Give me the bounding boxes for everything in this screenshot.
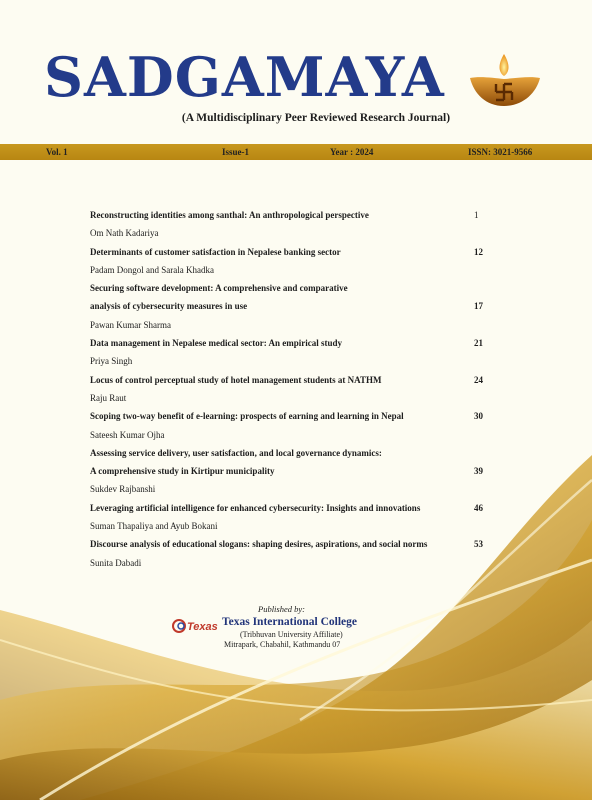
toc-entry-authors: Pawan Kumar Sharma [90,319,171,330]
diya-lamp-icon [466,52,542,112]
logo-text: Texas [187,621,218,633]
year-label: Year : 2024 [330,147,374,157]
toc-title-text: Leveraging artificial intelligence for enhanced cybersecurity: Insights and innovations [90,502,421,513]
toc-page-number: 53 [474,539,483,550]
toc-entry-title [90,334,490,352]
college-address: Mitrapark, Chabahil, Kathmandu 07 [224,640,341,649]
toc-page-number: 17 [474,301,483,312]
toc-title-text: Reconstructing identities among santhal: An anthropological perspective [90,210,369,220]
toc-entry-title [90,206,490,224]
toc-title-text: Assessing service delivery, user satisfaction, and local governance dynamics: [90,447,382,458]
toc-page-number: 30 [474,411,483,422]
table-of-contents [90,206,490,572]
toc-entry-title [90,535,490,553]
toc-title-text: Locus of control perceptual study of hotel management students at NATHM [90,374,382,385]
toc-entry-authors: Raju Raut [90,392,127,403]
toc-entry-authors: Priya Singh [90,356,133,367]
toc-title-text: Data management in Nepalese medical sector: An empirical study [90,338,342,349]
toc-entry-title [90,297,490,315]
issn-label: ISSN: 3021-9566 [468,147,533,157]
issue-band [0,144,592,160]
journal-title: SADGAMAYA [44,45,445,109]
college-name: Texas International College [222,616,358,628]
journal-subtitle: (A Multidisciplinary Peer Reviewed Research Journal) [181,112,451,124]
college-affiliation: (Tribhuvan University Affiliate) [240,630,343,639]
toc-page-number: 12 [474,246,483,257]
toc-page-number: 24 [474,374,483,385]
texas-college-logo-icon [172,616,220,636]
toc-title-text: analysis of cybersecurity measures in use [90,301,248,312]
toc-title-text: Scoping two-way benefit of e-learning: prospects of earning and learning in Nepal [90,411,404,422]
toc-title-text: Determinants of customer satisfaction in Nepalese banking sector [90,246,341,257]
toc-title-text: A comprehensive study in Kirtipur municipality [90,466,275,477]
toc-page-number: 39 [474,466,483,477]
published-by-label: Published by: [258,604,305,614]
volume-label: Vol. 1 [46,147,68,157]
toc-entry-title [90,462,490,480]
toc-entry-authors: Padam Dongol and Sarala Khadka [90,264,214,275]
toc-entry-title [90,499,490,517]
toc-title-text: Securing software development: A comprehensive and comparative [90,283,348,294]
issue-label: Issue-1 [222,147,250,157]
toc-entry-title [90,407,490,425]
toc-entry-authors: Sukdev Rajbanshi [90,484,156,495]
toc-page-number: 1 [474,210,479,220]
toc-entry-authors: Sunita Dabadi [90,557,142,568]
toc-entry-title [90,371,490,389]
toc-entry-authors: Sateesh Kumar Ojha [90,429,165,440]
toc-entry-title [90,243,490,261]
toc-entry-title [90,444,490,462]
toc-title-text: Discourse analysis of educational slogans: shaping desires, aspirations, and social norms [90,539,428,550]
toc-entry-title [90,279,490,297]
toc-entry-authors: Suman Thapaliya and Ayub Bokani [90,521,218,532]
toc-page-number: 46 [474,502,483,513]
toc-entry-authors: Om Nath Kadariya [90,228,159,239]
toc-page-number: 21 [474,338,483,349]
